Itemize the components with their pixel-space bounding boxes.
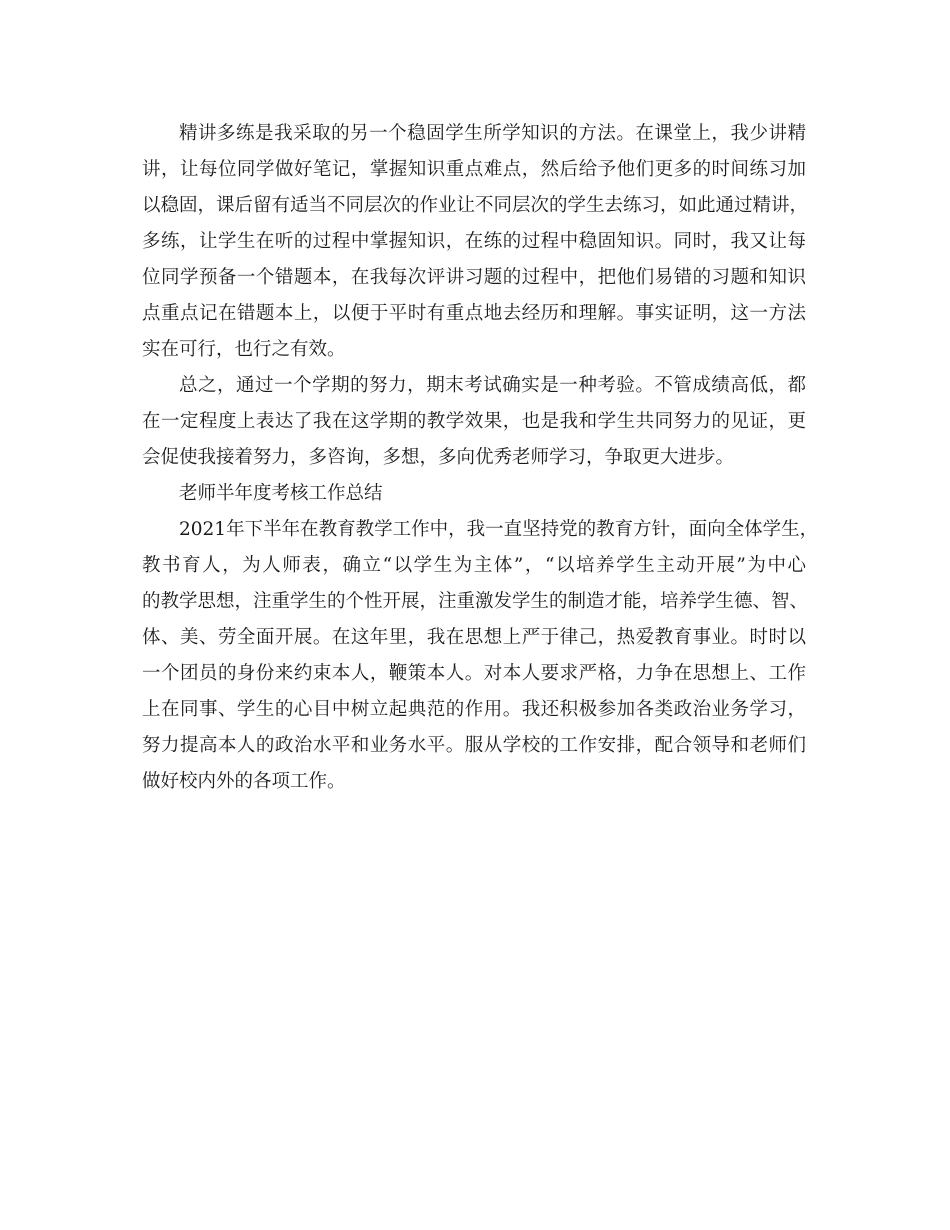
text-line: 实在可行，也行之有效。	[142, 339, 346, 360]
text-line: 会促使我接着努力，多咨询，多想，多向优秀老师学习，争取更大进步。	[142, 447, 735, 468]
text-line: 讲，让每位同学做好笔记，掌握知识重点难点，然后给予他们更多的时间练习加	[142, 159, 806, 180]
paragraph-conclusion	[142, 368, 806, 476]
text-line: 体、美、劳全面开展。在这年里，我在思想上严于律己，热爱教育事业。时时以	[142, 627, 806, 648]
section-heading	[142, 476, 806, 512]
heading-text: 老师半年度考核工作总结	[179, 483, 383, 504]
text-line: 以稳固，课后留有适当不同层次的作业让不同层次的学生去练习，如此通过精讲，	[142, 195, 809, 216]
paragraph-teaching-method	[142, 116, 809, 368]
text-line: 上在同事、学生的心目中树立起典范的作用。我还积极参加各类政治业务学习，	[142, 699, 806, 720]
text-line: 多练，让学生在听的过程中掌握知识，在练的过程中稳固知识。同时，我又让每	[142, 231, 806, 252]
text-line: 总之，通过一个学期的努力，期末考试确实是一种考验。不管成绩高低，都	[179, 375, 806, 396]
text-line: 在一定程度上表达了我在这学期的教学效果，也是我和学生共同努力的见证，更	[142, 411, 806, 432]
text-line: 点重点记在错题本上，以便于平时有重点地去经历和理解。事实证明，这一方法	[142, 303, 806, 324]
text-line: 位同学预备一个错题本，在我每次评讲习题的过程中，把他们易错的习题和知识	[142, 267, 806, 288]
text-line: 做好校内外的各项工作。	[142, 771, 346, 792]
text-line: 一个团员的身份来约束本人，鞭策本人。对本人要求严格，力争在思想上、工作	[142, 663, 806, 684]
document-body	[142, 116, 819, 800]
paragraph-annual-summary	[142, 512, 819, 800]
text-line: 教书育人，为人师表，确立“以学生为主体”，“以培养学生主动开展”为中心	[142, 555, 806, 576]
text-line: 2021年下半年在教育教学工作中，我一直坚持党的教育方针，面向全体学生，	[179, 519, 819, 540]
text-line: 的教学思想，注重学生的个性开展，注重激发学生的制造才能，培养学生德、智、	[142, 591, 809, 612]
text-line: 精讲多练是我采取的另一个稳固学生所学知识的方法。在课堂上，我少讲精	[179, 123, 806, 144]
text-line: 努力提高本人的政治水平和业务水平。服从学校的工作安排，配合领导和老师们	[142, 735, 806, 756]
